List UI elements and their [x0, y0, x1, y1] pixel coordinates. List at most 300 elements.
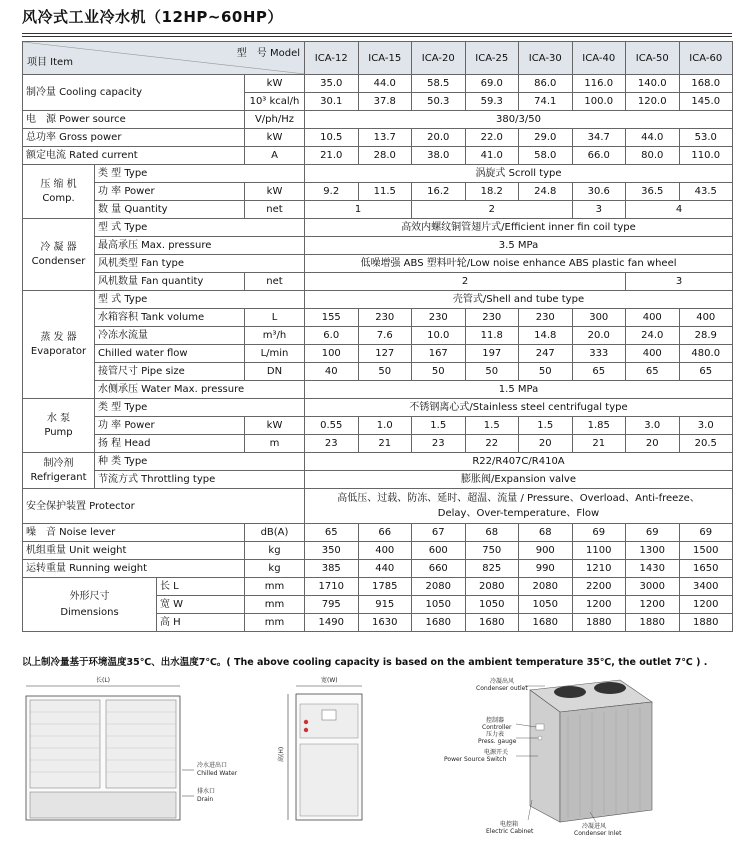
unit-cell: dB(A) [245, 524, 305, 542]
value-cell: 1430 [626, 560, 680, 578]
value-cell: 1210 [572, 560, 626, 578]
cond-inlet-label-en: Condenser Inlet [574, 830, 622, 837]
value-cell: 20 [519, 435, 573, 453]
value-cell: 1630 [358, 614, 412, 632]
comp-type-value: 涡旋式 Scroll type [305, 165, 733, 183]
spec-table [22, 41, 733, 632]
value-cell: 127 [358, 345, 412, 363]
value-cell: 110.0 [679, 147, 733, 165]
chilled-lmin-label: Chilled water flow [95, 345, 245, 363]
front-base-panel [30, 792, 176, 818]
value-cell: 68 [465, 524, 519, 542]
value-cell: 350 [305, 542, 359, 560]
unit-cell: kW [245, 183, 305, 201]
value-cell: 2080 [465, 578, 519, 596]
controller-label-cn: 控制器 [486, 717, 505, 724]
value-cell: 43.5 [679, 183, 733, 201]
value-cell: 10.0 [412, 327, 466, 345]
iso-controller [536, 724, 544, 730]
value-cell: 1200 [626, 596, 680, 614]
unit-cell: mm [245, 578, 305, 596]
value-cell: 20.5 [679, 435, 733, 453]
value-cell: 1050 [412, 596, 466, 614]
protector-label: 安全保护装置 Protector [23, 489, 305, 524]
unit-cell: net [245, 201, 305, 219]
value-cell: 58.0 [519, 147, 573, 165]
unit-cell: 10³ kcal/h [245, 93, 305, 111]
value-cell: 900 [519, 542, 573, 560]
iso-fan [594, 682, 626, 694]
dim-w-label: 宽 W [157, 596, 245, 614]
height-label: 高(H) [278, 746, 285, 762]
value-cell: 100 [305, 345, 359, 363]
value-cell: 1.5 [465, 417, 519, 435]
value-cell: 28.9 [679, 327, 733, 345]
tank-row [23, 309, 733, 327]
model-name: ICA-60 [679, 42, 733, 75]
pump-label-cn: 水 泵 [46, 412, 71, 424]
evap-group-label [23, 291, 95, 399]
value-cell: 385 [305, 560, 359, 578]
value-cell: 915 [358, 596, 412, 614]
unit-cell: mm [245, 596, 305, 614]
cooling-label: 制冷量 Cooling capacity [23, 75, 245, 111]
value-cell: 100.0 [572, 93, 626, 111]
value-cell: 1050 [465, 596, 519, 614]
value-cell: 69 [679, 524, 733, 542]
unit-cell: kW [245, 129, 305, 147]
gauge-label-cn: 压力表 [486, 731, 505, 738]
fan-qty-row [23, 273, 733, 291]
unit-weight-row [23, 542, 733, 560]
model-name: ICA-12 [305, 42, 359, 75]
front-panel-left [30, 700, 100, 788]
value-cell: 66.0 [572, 147, 626, 165]
value-cell: 6.0 [305, 327, 359, 345]
tank-label: 水箱容积 Tank volume [95, 309, 245, 327]
isometric-diagram [420, 672, 660, 840]
power-source-label: 电 源 Power source [23, 111, 245, 129]
model-name: ICA-15 [358, 42, 412, 75]
refrig-type-row [23, 453, 733, 471]
pump-type-row [23, 399, 733, 417]
value-cell: 28.0 [358, 147, 412, 165]
value-cell: 24.0 [626, 327, 680, 345]
refrig-label-cn: 制冷剂 [43, 457, 74, 469]
value-cell: 21.0 [305, 147, 359, 165]
value-cell: 3.0 [679, 417, 733, 435]
value-cell: 23 [412, 435, 466, 453]
comp-label-cn: 压 缩 机 [40, 178, 77, 190]
dim-h-label: 高 H [157, 614, 245, 632]
value-cell: 140.0 [626, 75, 680, 93]
front-panel-right [106, 700, 176, 788]
model-label: 型 号 Model [236, 48, 300, 59]
switch-label-cn: 电源开关 [484, 749, 509, 756]
value-cell: 300 [572, 309, 626, 327]
model-name: ICA-20 [412, 42, 466, 75]
pump-power-label: 功 率 Power [95, 417, 245, 435]
value-cell: 400 [679, 309, 733, 327]
cond-pressure-row [23, 237, 733, 255]
comp-power-row [23, 183, 733, 201]
pipe-row [23, 363, 733, 381]
unit-cell: m³/h [245, 327, 305, 345]
value-cell: 1.0 [358, 417, 412, 435]
iso-fan [554, 686, 586, 698]
evap-label-en: Evaporator [30, 345, 87, 357]
value-cell: 155 [305, 309, 359, 327]
value-cell: 1050 [519, 596, 573, 614]
value-cell: 750 [465, 542, 519, 560]
evap-type-value: 壳管式/Shell and tube type [305, 291, 733, 309]
protector-value [305, 489, 733, 524]
throttle-value: 膨胀阀/Expansion valve [305, 471, 733, 489]
value-cell: 10.5 [305, 129, 359, 147]
cabinet-label-en: Electric Cabinet [486, 828, 534, 835]
comp-label-en: Comp. [42, 192, 75, 204]
value-cell: 20 [626, 435, 680, 453]
title-rule-bottom [22, 36, 732, 37]
refrig-label-en: Refrigerant [30, 471, 87, 483]
dim-l-label: 长 L [157, 578, 245, 596]
value-cell: 168.0 [679, 75, 733, 93]
unit-cell: V/ph/Hz [245, 111, 305, 129]
gauge-label-en: Press. gauge [478, 738, 517, 745]
model-name: ICA-30 [519, 42, 573, 75]
fan-type-row [23, 255, 733, 273]
value-cell: 24.8 [519, 183, 573, 201]
value-cell: 2200 [572, 578, 626, 596]
value-cell: 3 [626, 273, 733, 291]
value-cell: 230 [358, 309, 412, 327]
cond-outlet-label-cn: 冷凝出风 [490, 678, 515, 685]
side-view-diagram [270, 672, 390, 840]
value-cell: 1100 [572, 542, 626, 560]
cond-type-label: 型 式 Type [95, 219, 305, 237]
value-cell: 29.0 [519, 129, 573, 147]
value-cell: 35.0 [305, 75, 359, 93]
value-cell: 333 [572, 345, 626, 363]
unit-cell: kg [245, 542, 305, 560]
value-cell: 50 [519, 363, 573, 381]
value-cell: 1880 [572, 614, 626, 632]
value-cell: 13.7 [358, 129, 412, 147]
cabinet-label-cn: 电控箱 [500, 821, 519, 828]
cond-inlet-label-cn: 冷凝进风 [582, 823, 607, 830]
unit-cell: L/min [245, 345, 305, 363]
cond-pressure-value: 3.5 MPa [305, 237, 733, 255]
value-cell: 1680 [465, 614, 519, 632]
value-cell: 400 [358, 542, 412, 560]
value-cell: 3400 [679, 578, 733, 596]
width-label: 宽(W) [321, 677, 338, 684]
fan-type-value: 低噪增强 ABS 塑料叶轮/Low noise enhance ABS plastic fan wheel [305, 255, 733, 273]
noise-label: 噪 音 Noise lever [23, 524, 245, 542]
cond-type-row [23, 219, 733, 237]
value-cell: 2080 [412, 578, 466, 596]
value-cell: 230 [412, 309, 466, 327]
front-view-diagram [22, 672, 267, 840]
rated-current-label: 额定电流 Rated current [23, 147, 245, 165]
value-cell: 11.5 [358, 183, 412, 201]
outlet-label-en: Chilled Water [197, 770, 238, 777]
gross-power-label: 总功率 Gross power [23, 129, 245, 147]
dim-label-cn: 外形尺寸 [69, 590, 110, 602]
value-cell: 65 [305, 524, 359, 542]
value-cell: 68 [519, 524, 573, 542]
comp-qty-label: 数 量 Quantity [95, 201, 245, 219]
water-pressure-label: 水侧承压 Water Max. pressure [95, 381, 305, 399]
fan-type-label: 风机类型 Fan type [95, 255, 305, 273]
pump-head-label: 扬 程 Head [95, 435, 245, 453]
value-cell: 65 [572, 363, 626, 381]
fan-qty-label: 风机数量 Fan quantity [95, 273, 245, 291]
side-indicator [304, 728, 308, 732]
unit-cell: net [245, 273, 305, 291]
chilled-m3-row [23, 327, 733, 345]
side-indicator [304, 720, 308, 724]
pump-head-row [23, 435, 733, 453]
value-cell: 7.6 [358, 327, 412, 345]
value-cell: 50 [465, 363, 519, 381]
iso-gauge [538, 736, 542, 740]
dim-l-row [23, 578, 733, 596]
unit-cell: DN [245, 363, 305, 381]
dim-label-en: Dimensions [60, 606, 119, 618]
value-cell: 65 [626, 363, 680, 381]
value-cell: 480.0 [679, 345, 733, 363]
value-cell: 1490 [305, 614, 359, 632]
value-cell: 1680 [412, 614, 466, 632]
value-cell: 197 [465, 345, 519, 363]
value-cell: 3 [572, 201, 626, 219]
value-cell: 58.5 [412, 75, 466, 93]
value-cell: 41.0 [465, 147, 519, 165]
value-cell: 3000 [626, 578, 680, 596]
unit-cell: kg [245, 560, 305, 578]
throttle-row [23, 471, 733, 489]
dim-group-label [23, 578, 157, 632]
running-weight-label: 运转重量 Running weight [23, 560, 245, 578]
comp-type-row [23, 165, 733, 183]
unit-cell: mm [245, 614, 305, 632]
cond-group-label [23, 219, 95, 291]
value-cell: 23 [305, 435, 359, 453]
cond-type-value: 高效内螺纹铜管翅片式/Efficient inner fin coil type [305, 219, 733, 237]
value-cell: 21 [572, 435, 626, 453]
value-cell: 30.6 [572, 183, 626, 201]
value-cell: 247 [519, 345, 573, 363]
value-cell: 22 [465, 435, 519, 453]
value-cell: 1200 [572, 596, 626, 614]
value-cell: 120.0 [626, 93, 680, 111]
value-cell: 2 [305, 273, 626, 291]
value-cell: 3.0 [626, 417, 680, 435]
pump-type-value: 不锈钢离心式/Stainless steel centrifugal type [305, 399, 733, 417]
model-name: ICA-50 [626, 42, 680, 75]
drain-label-en: Drain [197, 796, 214, 803]
cond-label-cn: 冷 凝 器 [40, 241, 77, 253]
value-cell: 50 [412, 363, 466, 381]
comp-group-label [23, 165, 95, 219]
unit-weight-label: 机组重量 Unit weight [23, 542, 245, 560]
value-cell: 795 [305, 596, 359, 614]
value-cell: 116.0 [572, 75, 626, 93]
header-row [23, 42, 733, 75]
value-cell: 66 [358, 524, 412, 542]
water-pressure-value: 1.5 MPa [305, 381, 733, 399]
chilled-lmin-row [23, 345, 733, 363]
value-cell: 20.0 [572, 327, 626, 345]
value-cell: 1.5 [519, 417, 573, 435]
header-corner-cell [23, 42, 305, 75]
cooling-kw-row [23, 75, 733, 93]
power-source-value: 380/3/50 [305, 111, 733, 129]
cond-outlet-label-en: Condenser outlet [476, 685, 528, 692]
value-cell: 21 [358, 435, 412, 453]
value-cell: 0.55 [305, 417, 359, 435]
value-cell: 230 [519, 309, 573, 327]
value-cell: 990 [519, 560, 573, 578]
pump-type-label: 类 型 Type [95, 399, 305, 417]
value-cell: 1650 [679, 560, 733, 578]
value-cell: 86.0 [519, 75, 573, 93]
noise-row [23, 524, 733, 542]
value-cell: 1300 [626, 542, 680, 560]
value-cell: 38.0 [412, 147, 466, 165]
refrig-group-label [23, 453, 95, 489]
chilled-m3-label: 冷冻水流量 [95, 327, 245, 345]
value-cell: 30.1 [305, 93, 359, 111]
evap-type-label: 型 式 Type [95, 291, 305, 309]
value-cell: 22.0 [465, 129, 519, 147]
title-rule-top [22, 33, 732, 34]
value-cell: 18.2 [465, 183, 519, 201]
running-weight-row [23, 560, 733, 578]
page-title: 风冷式工业冷水机（12HP~60HP） [22, 8, 283, 26]
footnote: 以上制冷量基于环境温度35℃、出水温度7℃。( The above cooling capacity is based on the ambient temperature 35℃, the outlet 7℃ ) . [22, 657, 708, 668]
value-cell: 69 [572, 524, 626, 542]
unit-cell: m [245, 435, 305, 453]
item-label: 项目 Item [27, 57, 73, 68]
value-cell: 44.0 [358, 75, 412, 93]
value-cell: 11.8 [465, 327, 519, 345]
value-cell: 80.0 [626, 147, 680, 165]
value-cell: 1680 [519, 614, 573, 632]
value-cell: 74.1 [519, 93, 573, 111]
rated-current-row [23, 147, 733, 165]
value-cell: 37.8 [358, 93, 412, 111]
value-cell: 36.5 [626, 183, 680, 201]
evap-type-row [23, 291, 733, 309]
value-cell: 9.2 [305, 183, 359, 201]
value-cell: 660 [412, 560, 466, 578]
pipe-label: 接管尺寸 Pipe size [95, 363, 245, 381]
value-cell: 50 [358, 363, 412, 381]
value-cell: 825 [465, 560, 519, 578]
value-cell: 167 [412, 345, 466, 363]
value-cell: 400 [626, 345, 680, 363]
value-cell: 2 [412, 201, 573, 219]
side-control-panel [300, 704, 358, 738]
length-label: 长(L) [96, 677, 111, 684]
value-cell: 4 [626, 201, 733, 219]
unit-cell: L [245, 309, 305, 327]
pump-label-en: Pump [44, 426, 73, 438]
controller-label-en: Controller [482, 724, 512, 731]
side-lower-panel [300, 744, 358, 816]
value-cell: 44.0 [626, 129, 680, 147]
value-cell: 1710 [305, 578, 359, 596]
value-cell: 145.0 [679, 93, 733, 111]
protector-line-1: 高低压、过载、防冻、延时、超温、流量 / Pressure、Overload、Anti-freeze、 [337, 493, 700, 504]
value-cell: 34.7 [572, 129, 626, 147]
model-name: ICA-40 [572, 42, 626, 75]
value-cell: 14.8 [519, 327, 573, 345]
refrig-type-value: R22/R407C/R410A [305, 453, 733, 471]
value-cell: 600 [412, 542, 466, 560]
side-display [322, 710, 336, 720]
cond-pressure-label: 最高承压 Max. pressure [95, 237, 305, 255]
protector-line-2: Delay、Over-temperature、Flow [437, 508, 600, 519]
unit-cell: kW [245, 75, 305, 93]
comp-type-label: 类 型 Type [95, 165, 305, 183]
value-cell: 16.2 [412, 183, 466, 201]
value-cell: 1880 [626, 614, 680, 632]
value-cell: 1785 [358, 578, 412, 596]
value-cell: 59.3 [465, 93, 519, 111]
unit-cell: kW [245, 417, 305, 435]
switch-label-en: Power Source Switch [444, 756, 507, 763]
drain-label-cn: 排水口 [197, 788, 216, 795]
comp-qty-row [23, 201, 733, 219]
value-cell: 230 [465, 309, 519, 327]
cond-label-en: Condenser [31, 255, 86, 267]
value-cell: 20.0 [412, 129, 466, 147]
value-cell: 1500 [679, 542, 733, 560]
gross-power-row [23, 129, 733, 147]
value-cell: 440 [358, 560, 412, 578]
value-cell: 40 [305, 363, 359, 381]
value-cell: 65 [679, 363, 733, 381]
power-source-row [23, 111, 733, 129]
value-cell: 53.0 [679, 129, 733, 147]
protector-row [23, 489, 733, 524]
value-cell: 1200 [679, 596, 733, 614]
value-cell: 69 [626, 524, 680, 542]
value-cell: 1880 [679, 614, 733, 632]
value-cell: 1.85 [572, 417, 626, 435]
pump-group-label [23, 399, 95, 453]
value-cell: 1.5 [412, 417, 466, 435]
value-cell: 69.0 [465, 75, 519, 93]
value-cell: 67 [412, 524, 466, 542]
outlet-label-cn: 冷水进出口 [197, 762, 228, 769]
value-cell: 1 [305, 201, 412, 219]
model-name: ICA-25 [465, 42, 519, 75]
unit-cell: A [245, 147, 305, 165]
water-pressure-row [23, 381, 733, 399]
value-cell: 400 [626, 309, 680, 327]
refrig-type-label: 种 类 Type [95, 453, 305, 471]
pump-power-row [23, 417, 733, 435]
evap-label-cn: 蒸 发 器 [40, 331, 77, 343]
throttle-label: 节流方式 Throttling type [95, 471, 305, 489]
value-cell: 2080 [519, 578, 573, 596]
value-cell: 50.3 [412, 93, 466, 111]
iso-side [560, 702, 652, 822]
